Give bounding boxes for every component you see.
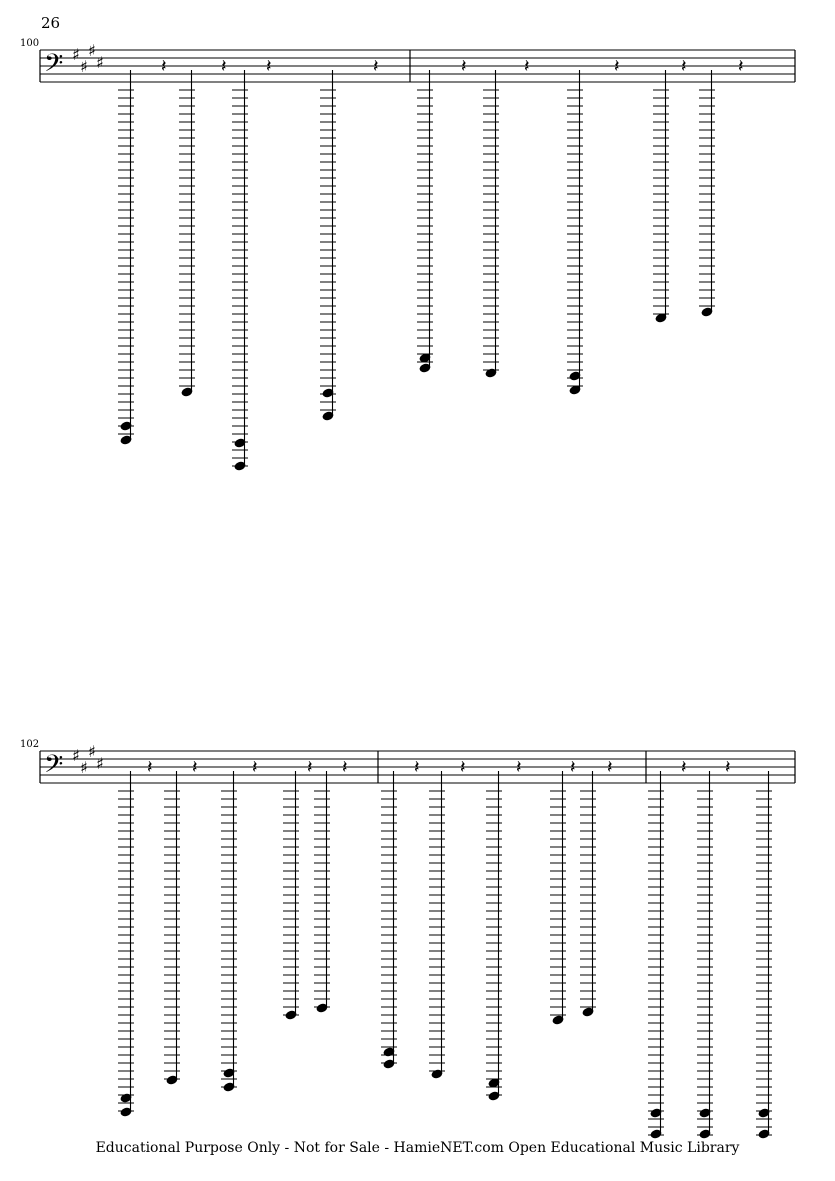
quarter-rest-icon: 𝄽 [461, 56, 467, 77]
quarter-rest-icon: 𝄽 [147, 757, 153, 778]
bass-clef-icon: 𝄢 [44, 49, 64, 84]
measure-number-system-2: 102 [20, 739, 40, 750]
quarter-rest-icon: 𝄽 [373, 56, 379, 77]
footer-copyright: Educational Purpose Only - Not for Sale - HamieNET.com Open Educational Music Library [95, 1140, 740, 1156]
quarter-rest-icon: 𝄽 [307, 757, 313, 778]
quarter-rest-icon: 𝄽 [524, 56, 530, 77]
quarter-rest-icon: 𝄽 [738, 56, 744, 77]
quarter-rest-icon: 𝄽 [681, 757, 687, 778]
quarter-rest-icon: 𝄽 [725, 757, 731, 778]
sharp-icon: ♯ [72, 45, 80, 64]
sharp-icon: ♯ [96, 754, 104, 773]
sharp-icon: ♯ [72, 746, 80, 765]
sharp-icon: ♯ [96, 53, 104, 72]
quarter-rest-icon: 𝄽 [266, 56, 272, 77]
sharp-icon: ♯ [88, 742, 96, 761]
quarter-rest-icon: 𝄽 [192, 757, 198, 778]
quarter-rest-icon: 𝄽 [221, 56, 227, 77]
quarter-rest-icon: 𝄽 [161, 56, 167, 77]
quarter-rest-icon: 𝄽 [342, 757, 348, 778]
quarter-rest-icon: 𝄽 [252, 757, 258, 778]
bass-clef-icon: 𝄢 [44, 750, 64, 785]
measure-number-system-1: 100 [20, 38, 40, 49]
quarter-rest-icon: 𝄽 [414, 757, 420, 778]
quarter-rest-icon: 𝄽 [614, 56, 620, 77]
quarter-rest-icon: 𝄽 [460, 757, 466, 778]
quarter-rest-icon: 𝄽 [516, 757, 522, 778]
quarter-rest-icon: 𝄽 [681, 56, 687, 77]
quarter-rest-icon: 𝄽 [607, 757, 613, 778]
quarter-rest-icon: 𝄽 [570, 757, 576, 778]
sharp-icon: ♯ [80, 758, 88, 777]
sharp-icon: ♯ [80, 57, 88, 76]
page-number: 26 [41, 14, 61, 32]
sharp-icon: ♯ [88, 41, 96, 60]
